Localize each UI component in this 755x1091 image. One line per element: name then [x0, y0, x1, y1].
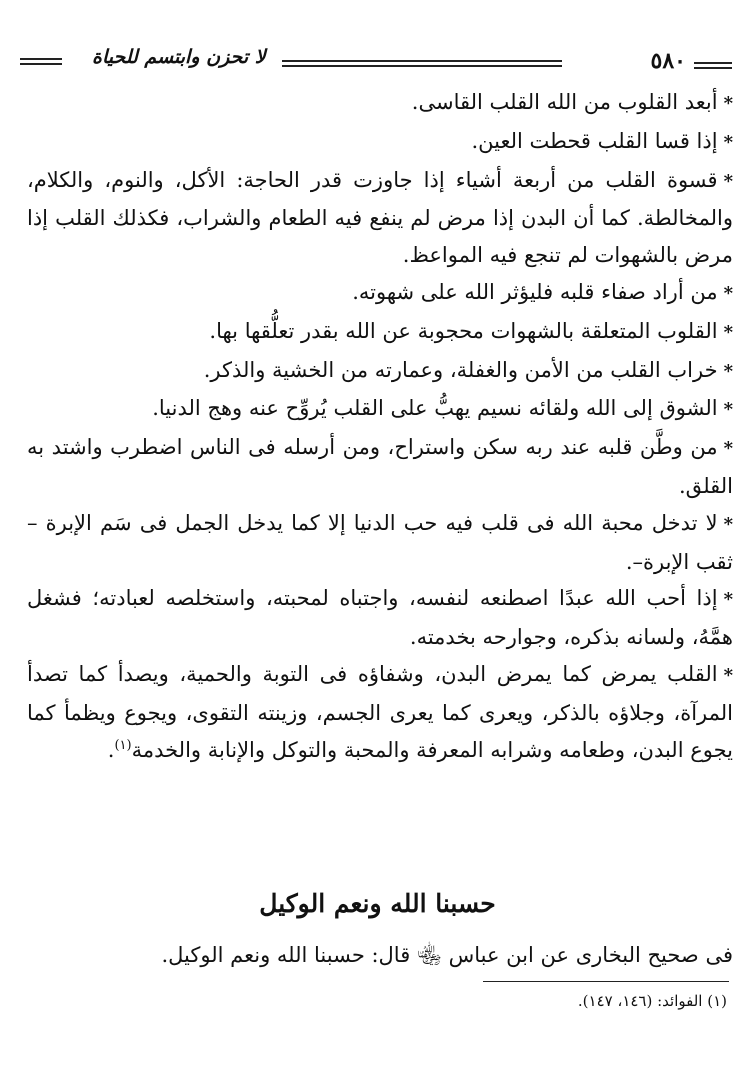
bullet-star: *	[723, 131, 733, 153]
paragraph-1: *أبعد القلوب من الله القلب القاسى.	[411, 90, 733, 114]
footnote-1: (١) الفوائد: (١٤٦، ١٤٧).	[577, 992, 727, 1010]
bullet-star: *	[723, 282, 733, 304]
page-header	[20, 46, 732, 76]
bullet-star: *	[723, 93, 733, 114]
paragraph-7: *الشوق إلى الله ولقائه نسيم يهبُّ على القلب يُروِّح عنه وهج الدنيا.	[152, 396, 733, 421]
section-text: فى صحيح البخارى عن ابن عباس ﵄ قال: حسبنا الله ونعم الوكيل.	[161, 943, 733, 967]
bullet-star: *	[723, 321, 733, 343]
header-rule-middle	[282, 60, 562, 67]
header-rule-right	[694, 62, 732, 69]
footnote-divider	[483, 981, 729, 982]
bullet-star: *	[723, 664, 733, 686]
section-heading: حسبنا الله ونعم الوكيل	[259, 889, 496, 918]
paragraph-11: *القلب يمرض كما يمرض البدن، وشفاؤه فى التوبة والحمية، ويصدأ كما تصدأ المرآة، وجلاؤه بالذكر، ويعرى كما يعرى الجسم، وزينته التقوى، ويجوع ويظمأ كما يجوع البدن، وطعامه وشرابه المعرفة والمحبة والتوكل والإنابة والخدمة$^{(١)}$.	[27, 661, 733, 762]
bullet-star: *	[723, 170, 733, 192]
paragraph-8: *من وطَّن قلبه عند ربه سكن واستراح، ومن أرسله فى الناس اضطرب واشتد به القلق.	[27, 435, 733, 498]
paragraph-2: *إذا قسا القلب قحطت العين.	[471, 128, 733, 153]
paragraph-10: *إذا أحب الله عبدًا اصطنعه لنفسه، واجتباه لمحبته، واستخلصه لعبادته؛ فشغل همَّهُ، ولسانه بذكره، وجوارحه بخدمته.	[27, 586, 733, 650]
paragraph-6: *خراب القلب من الأمن والغفلة، وعمارته من الخشية والذكر.	[203, 357, 733, 382]
bullet-star: *	[723, 589, 733, 611]
bullet-star: *	[723, 438, 733, 460]
page-number: ٥٨٠	[650, 48, 686, 74]
paragraph-9: *لا تدخل محبة الله فى قلب فيه حب الدنيا إلا كما يدخل الجمل فى سَم الإبرة – ثقب الإبرة–.	[27, 510, 733, 574]
footnote-reference: (١)	[114, 737, 132, 753]
paragraph-4: *من أراد صفاء قلبه فليؤثر الله على شهوته.	[352, 279, 733, 304]
bullet-star: *	[723, 399, 733, 421]
main-text	[27, 84, 733, 768]
running-title: لا تحزن وابتسم للحياة	[92, 46, 266, 68]
paragraph-3: *قسوة القلب من أربعة أشياء إذا جاوزت قدر الحاجة: الأكل، والنوم، والكلام، والمخالطة. كما أن البدن إذا مرض لم ينفع فيه الطعام والشراب، فكذلك القلب إذا مرض بالشهوات لم تنجع فيه المواعظ.	[27, 167, 733, 268]
bullet-star: *	[723, 360, 733, 382]
bullet-star: *	[723, 513, 733, 535]
header-rule-left	[20, 58, 62, 65]
paragraph-5: *القلوب المتعلقة بالشهوات محجوبة عن الله بقدر تعلُّقها بها.	[209, 318, 733, 343]
